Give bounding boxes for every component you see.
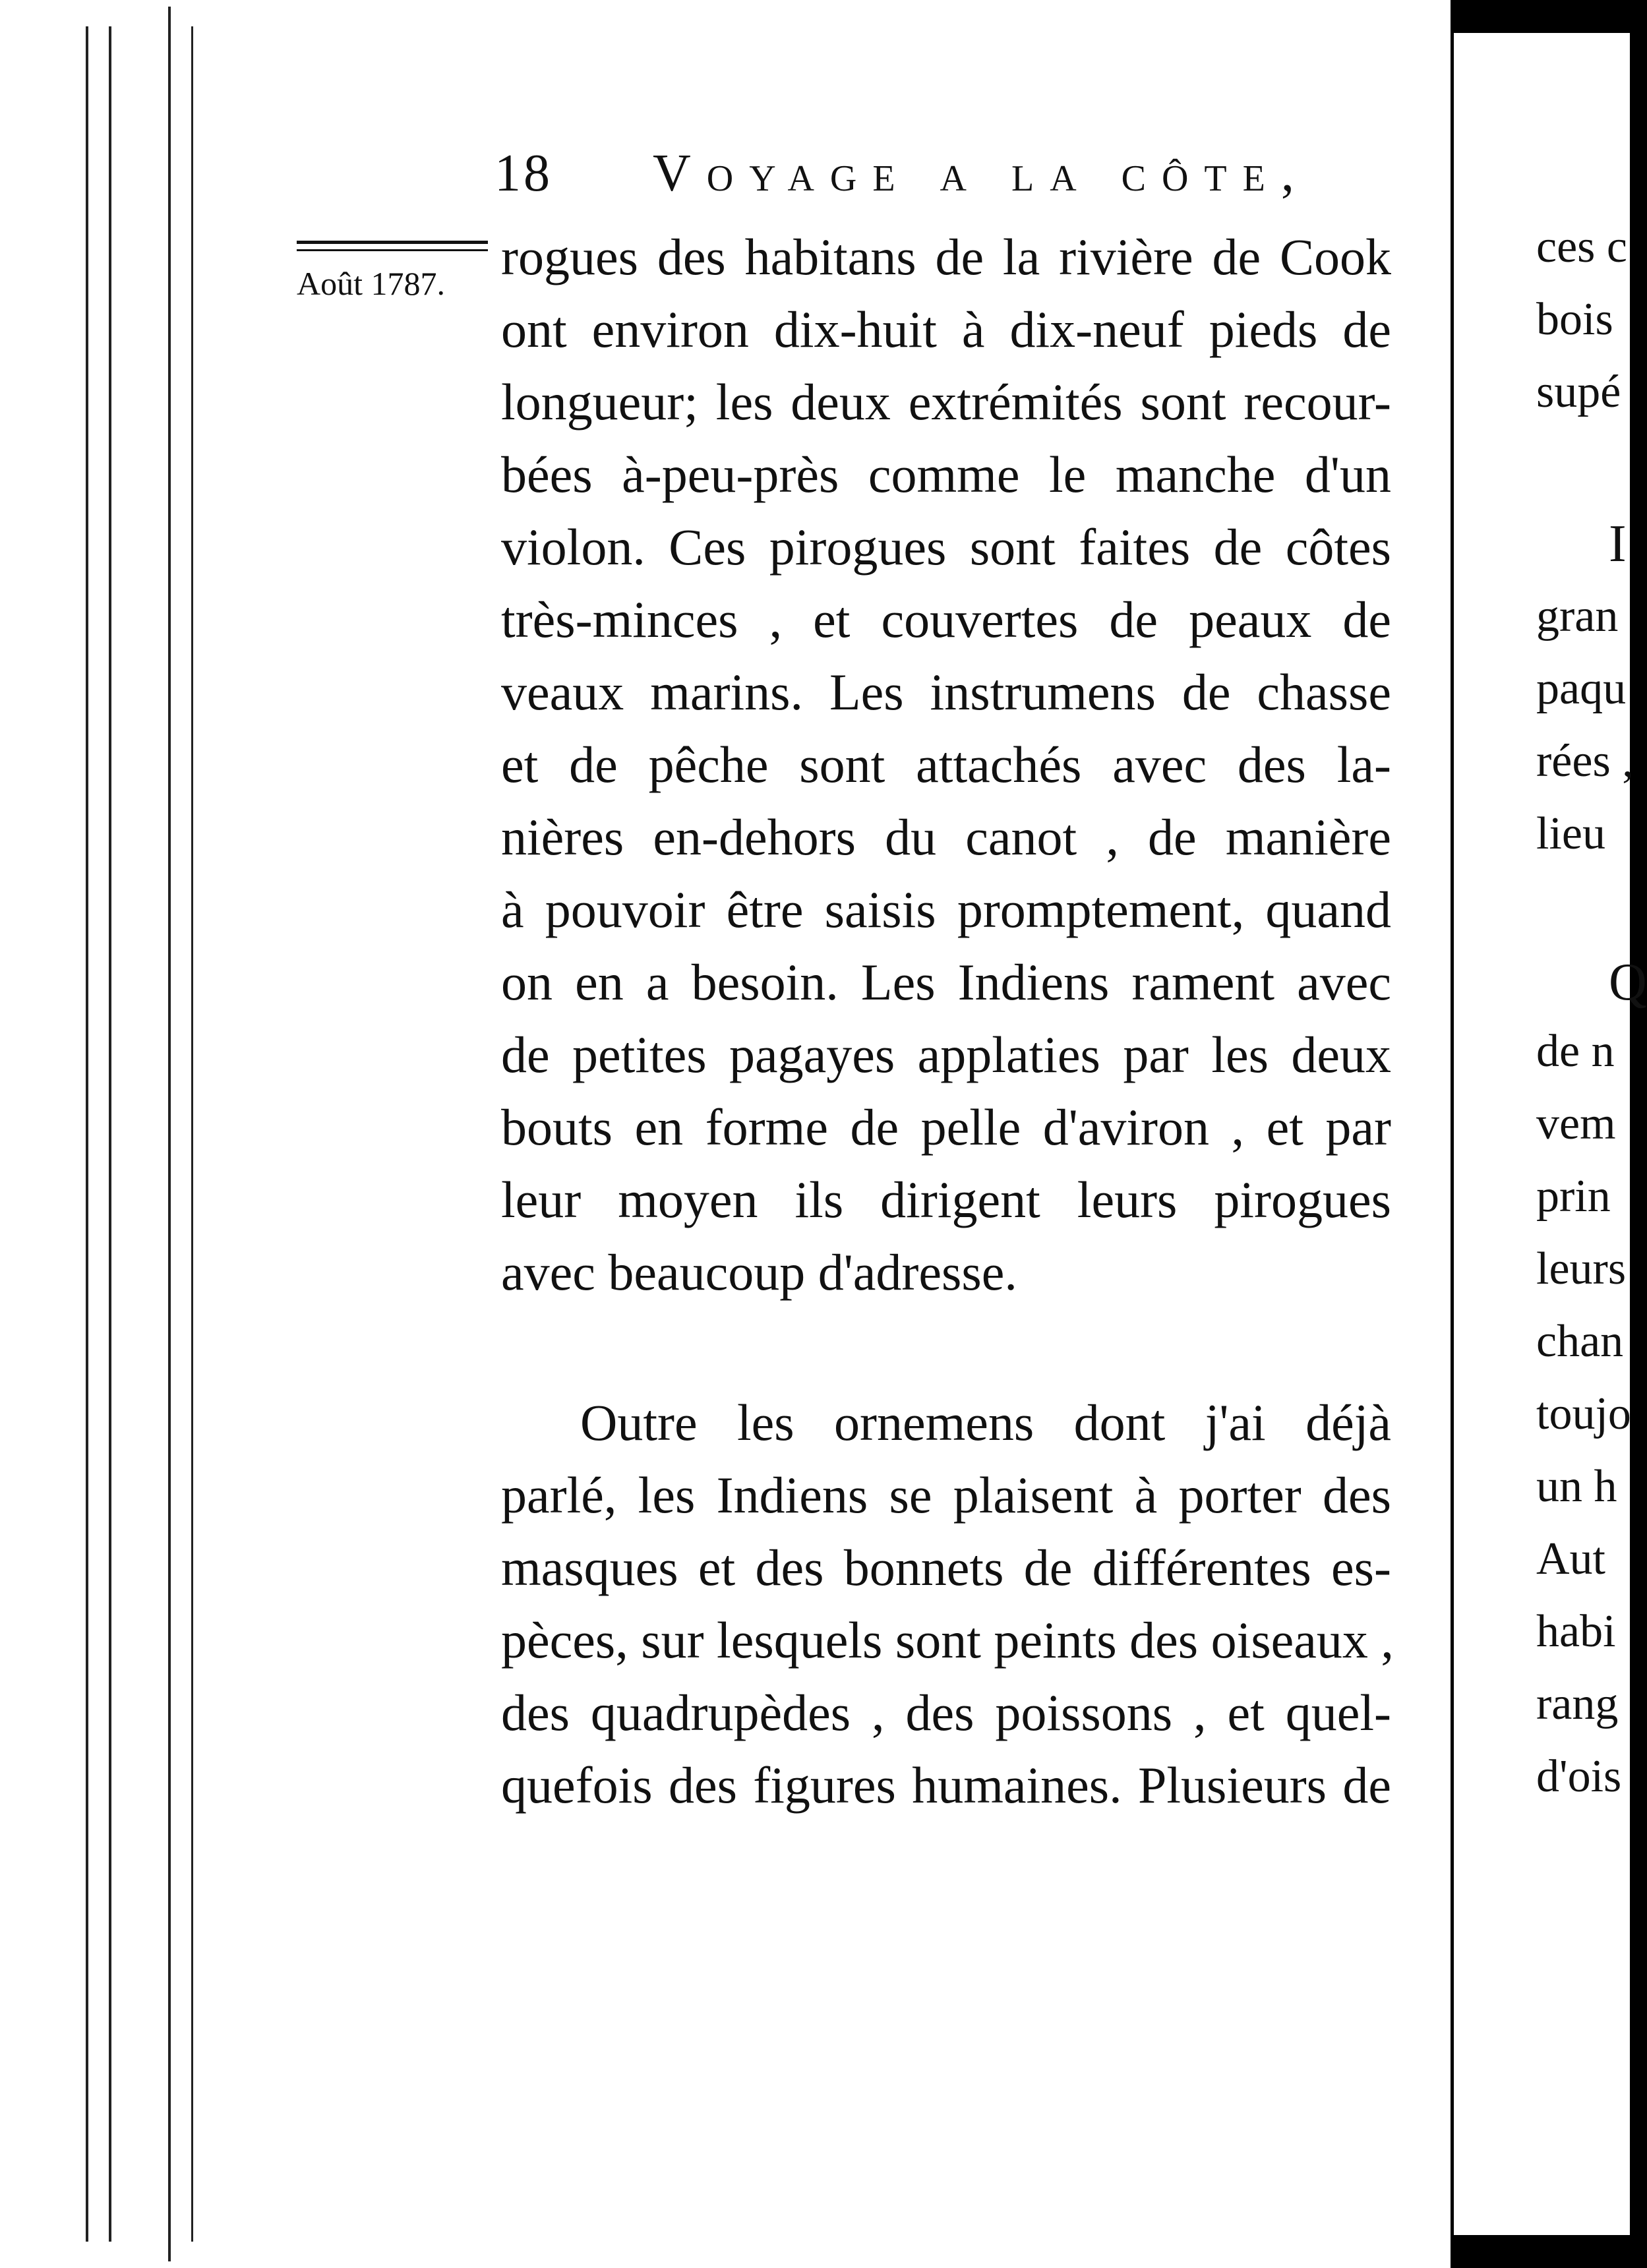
running-title: Voyage a la côte, [653, 144, 1310, 202]
margin-rule [297, 241, 488, 244]
text-line: on en a besoin. Les Indiens rament avec [501, 953, 1391, 1011]
margin-rule [297, 249, 488, 251]
fragment-line: un h [1536, 1461, 1617, 1512]
text-line: de petites pagayes applaties par les deux [501, 1026, 1391, 1083]
fragment-line: gran [1536, 591, 1619, 642]
text-line: bouts en forme de pelle d'aviron , et par [501, 1098, 1391, 1156]
text-line: et de pêche sont attachés avec des la- [501, 736, 1391, 793]
fragment-line: ces c [1536, 222, 1627, 272]
fragment-line: leurs [1536, 1243, 1627, 1294]
text-line: quefois des figures humaines. Plusieurs de [501, 1756, 1391, 1814]
text-line: ont environ dix-huit à dix-neuf pieds de [501, 301, 1391, 358]
text-line: bées à-peu-près comme le manche d'un [501, 446, 1391, 503]
page-header [494, 144, 1418, 223]
fragment-line: prin [1536, 1171, 1611, 1222]
fragment-line: chan [1536, 1316, 1624, 1367]
text-line: des quadrupèdes , des poissons , et quel- [501, 1684, 1391, 1741]
page-edge [86, 26, 88, 2242]
text-line: longueur; les deux extrémités sont recour- [501, 373, 1391, 431]
fragment-line: vem [1536, 1098, 1616, 1149]
fragment-line: supé [1536, 367, 1621, 417]
text-line: masques et des bonnets de différentes es- [501, 1539, 1391, 1596]
fragment-line: Q [1609, 953, 1647, 1011]
margin-note [297, 241, 488, 303]
text-line: très-minces , et couvertes de peaux de [501, 591, 1391, 648]
fragment-line: Aut [1536, 1534, 1605, 1584]
fragment-line: d'ois [1536, 1751, 1622, 1802]
text-line: nières en-dehors du canot , de manière [501, 808, 1391, 866]
fragment-line: rées , [1536, 736, 1634, 787]
fragment-line: paqu [1536, 663, 1627, 714]
text-line: Outre les ornemens dont j'ai déjà [580, 1394, 1391, 1451]
fragment-line: rang [1536, 1679, 1619, 1729]
text-line: violon. Ces pirogues sont faites de côtes [501, 518, 1391, 576]
body-text [501, 221, 1394, 1822]
fragment-line: toujo [1536, 1388, 1631, 1439]
text-line: parlé, les Indiens se plaisent à porter des [501, 1466, 1391, 1524]
page-edge [109, 26, 111, 2242]
page-number: 18 [494, 144, 553, 202]
text-line: leur moyen ils dirigent leurs pirogues [501, 1171, 1391, 1228]
margin-date: Août 1787. [297, 265, 445, 302]
text-line: avec beaucoup d'adresse. [501, 1243, 1017, 1301]
text-line: rogues des habitans de la rivière de Cook [501, 228, 1391, 285]
fragment-line: I [1609, 515, 1627, 573]
text-line: pèces, sur lesquels sont peints des oiseaux , [501, 1611, 1394, 1669]
text-line: à pouvoir être saisis promptement, quand [501, 881, 1391, 938]
fragment-line: de n [1536, 1026, 1615, 1077]
page-edge [191, 26, 193, 2242]
fragment-line: habi [1536, 1606, 1616, 1657]
page-edge [168, 7, 171, 2261]
fragment-line: lieu [1536, 808, 1605, 859]
text-line: veaux marins. Les instrumens de chasse [501, 663, 1391, 721]
fragment-line: bois [1536, 294, 1613, 345]
